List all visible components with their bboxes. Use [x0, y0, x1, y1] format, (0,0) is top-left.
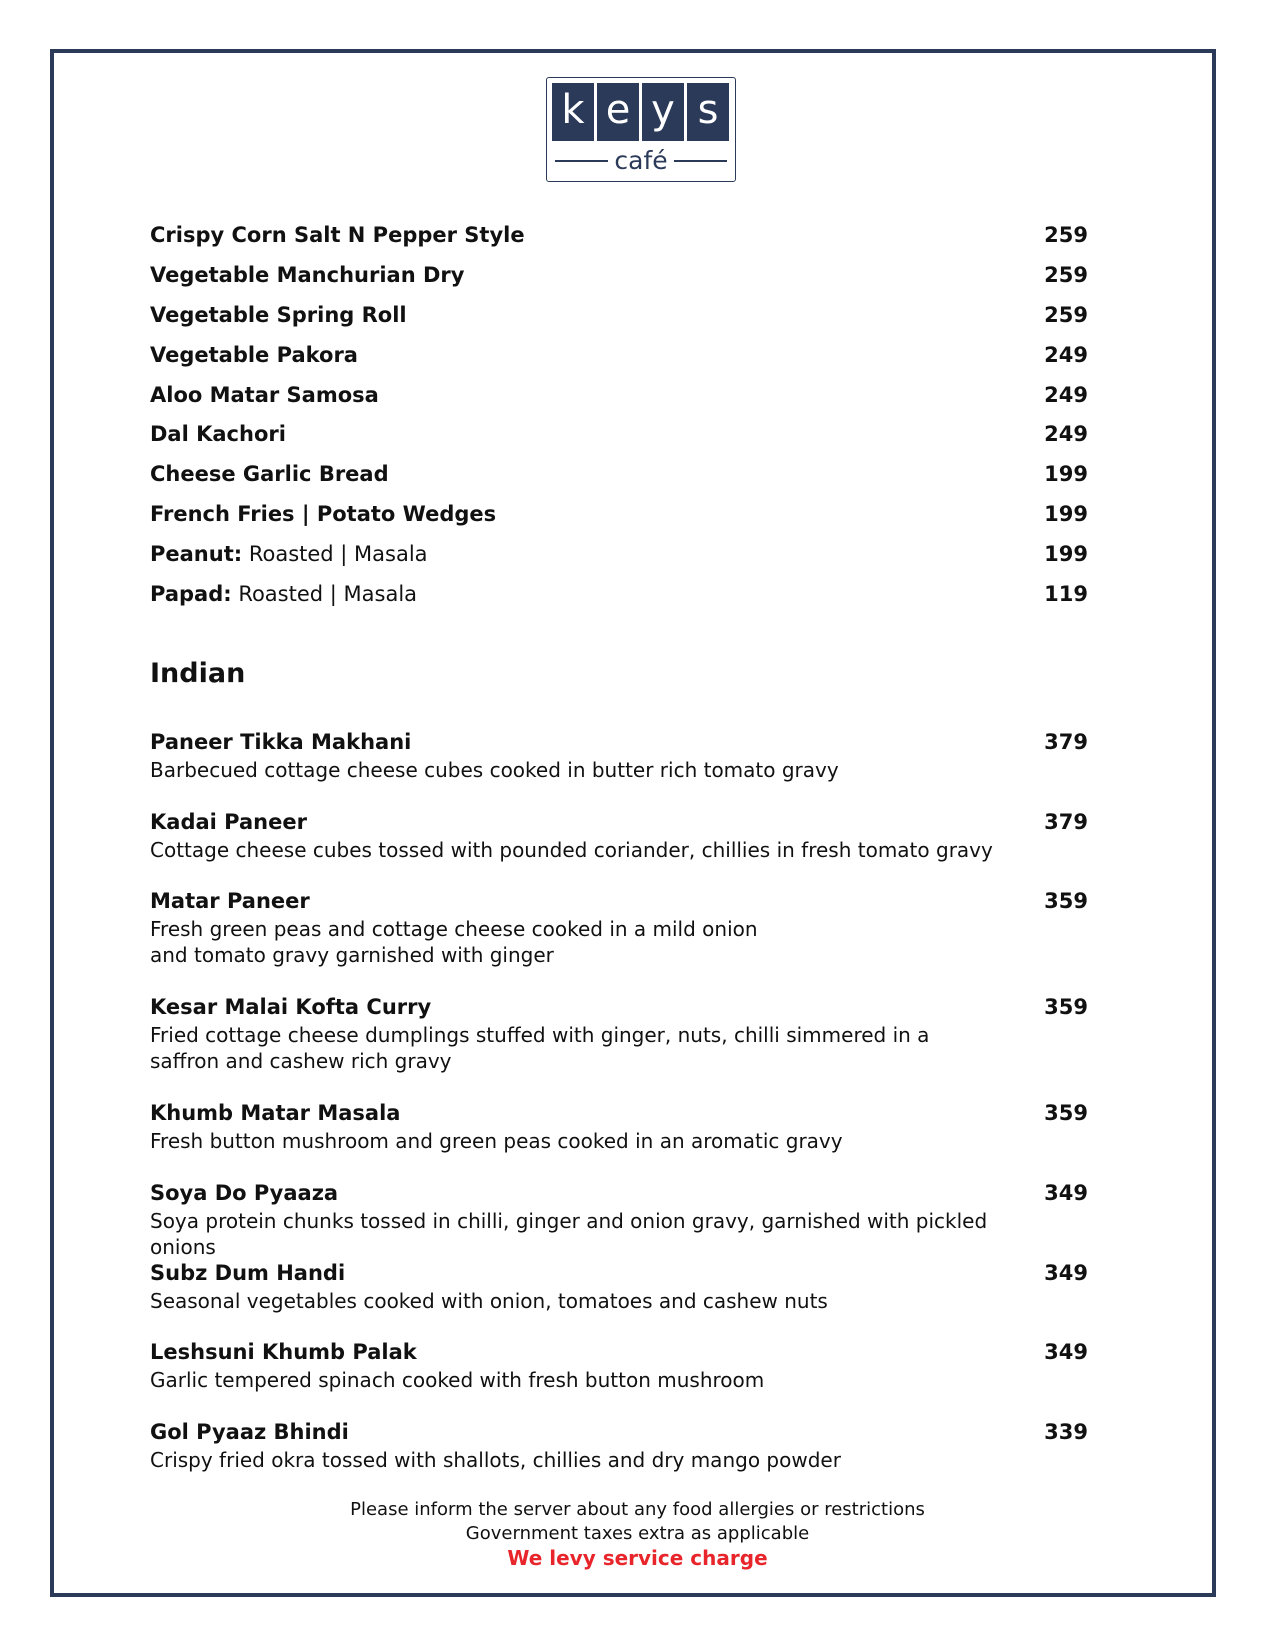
item-price: 359 — [1044, 1101, 1088, 1125]
item-price: 379 — [1044, 810, 1088, 834]
item-price: 349 — [1044, 1181, 1088, 1205]
item-description — [150, 837, 1010, 863]
item-description — [150, 1288, 1010, 1314]
item-name: Cheese Garlic Bread — [150, 462, 389, 486]
item-options: Roasted | Masala — [231, 582, 418, 606]
keys-cafe-logo — [546, 77, 736, 182]
item-price: 259 — [1044, 263, 1088, 287]
description-line: Fresh green peas and cottage cheese cooked in a mild onion — [150, 917, 758, 941]
item-price: 259 — [1044, 223, 1088, 247]
item-price: 119 — [1044, 582, 1088, 606]
item-name: Subz Dum Handi — [150, 1261, 346, 1285]
logo-letter: e — [597, 83, 639, 141]
description-line: saffron and cashew rich gravy — [150, 1049, 452, 1073]
item-price: 349 — [1044, 1340, 1088, 1364]
item-description — [150, 1367, 1010, 1393]
description-line: Seasonal vegetables cooked with onion, tomatoes and cashew nuts — [150, 1289, 828, 1313]
item-options: Roasted | Masala — [242, 542, 428, 566]
item-price: 249 — [1044, 383, 1088, 407]
item-name-label: Papad: — [150, 582, 232, 606]
logo-letter: y — [642, 83, 684, 141]
logo-letter: s — [687, 83, 729, 141]
item-price: 249 — [1044, 422, 1088, 446]
tax-notice: Government taxes extra as applicable — [465, 1523, 810, 1544]
item-name: Vegetable Manchurian Dry — [150, 263, 465, 287]
item-name: Leshsuni Khumb Palak — [150, 1340, 417, 1364]
description-line: Fried cottage cheese dumplings stuffed with ginger, nuts, chilli simmered in a — [150, 1023, 930, 1047]
item-name: French Fries | Potato Wedges — [150, 502, 497, 526]
item-description — [150, 1208, 1010, 1260]
description-line: Fresh button mushroom and green peas cooked in an aromatic gravy — [150, 1129, 843, 1153]
item-price: 349 — [1044, 1261, 1088, 1285]
item-name: Crispy Corn Salt N Pepper Style — [150, 223, 525, 247]
description-line: Barbecued cottage cheese cubes cooked in butter rich tomato gravy — [150, 758, 839, 782]
item-name — [150, 542, 428, 566]
item-price: 199 — [1044, 542, 1088, 566]
logo-rule — [555, 160, 608, 162]
item-name: Khumb Matar Masala — [150, 1101, 401, 1125]
description-line: Cottage cheese cubes tossed with pounded coriander, chillies in fresh tomato gravy — [150, 838, 993, 862]
item-name: Gol Pyaaz Bhindi — [150, 1420, 349, 1444]
item-description — [150, 1447, 1010, 1473]
section-title: Indian — [150, 658, 246, 689]
item-name: Paneer Tikka Makhani — [150, 730, 412, 754]
item-price: 249 — [1044, 343, 1088, 367]
logo-rule — [674, 160, 727, 162]
logo-subtitle: café — [614, 146, 668, 175]
item-price: 359 — [1044, 995, 1088, 1019]
item-price: 359 — [1044, 889, 1088, 913]
description-line: Garlic tempered spinach cooked with fresh button mushroom — [150, 1368, 765, 1392]
logo-letter: k — [552, 83, 594, 141]
item-price: 379 — [1044, 730, 1088, 754]
item-name: Dal Kachori — [150, 422, 286, 446]
item-name — [150, 582, 417, 606]
item-price: 259 — [1044, 303, 1088, 327]
item-name: Vegetable Pakora — [150, 343, 358, 367]
item-description — [150, 757, 1010, 783]
description-line: Crispy fried okra tossed with shallots, chillies and dry mango powder — [150, 1448, 841, 1472]
item-name: Soya Do Pyaaza — [150, 1181, 339, 1205]
item-name: Vegetable Spring Roll — [150, 303, 407, 327]
item-description — [150, 1128, 1010, 1154]
item-price: 199 — [1044, 462, 1088, 486]
item-name: Kadai Paneer — [150, 810, 307, 834]
item-name-label: Peanut: — [150, 542, 243, 566]
item-price: 199 — [1044, 502, 1088, 526]
item-description — [150, 1022, 1010, 1074]
item-name: Aloo Matar Samosa — [150, 383, 379, 407]
allergy-notice: Please inform the server about any food allergies or restrictions — [350, 1499, 925, 1520]
item-name: Matar Paneer — [150, 889, 310, 913]
description-line: Soya protein chunks tossed in chilli, ginger and onion gravy, garnished with pickled onions — [150, 1209, 988, 1259]
service-charge-notice: We levy service charge — [507, 1546, 768, 1570]
item-price: 339 — [1044, 1420, 1088, 1444]
item-name: Kesar Malai Kofta Curry — [150, 995, 432, 1019]
description-line: and tomato gravy garnished with ginger — [150, 943, 554, 967]
item-description — [150, 916, 1010, 968]
